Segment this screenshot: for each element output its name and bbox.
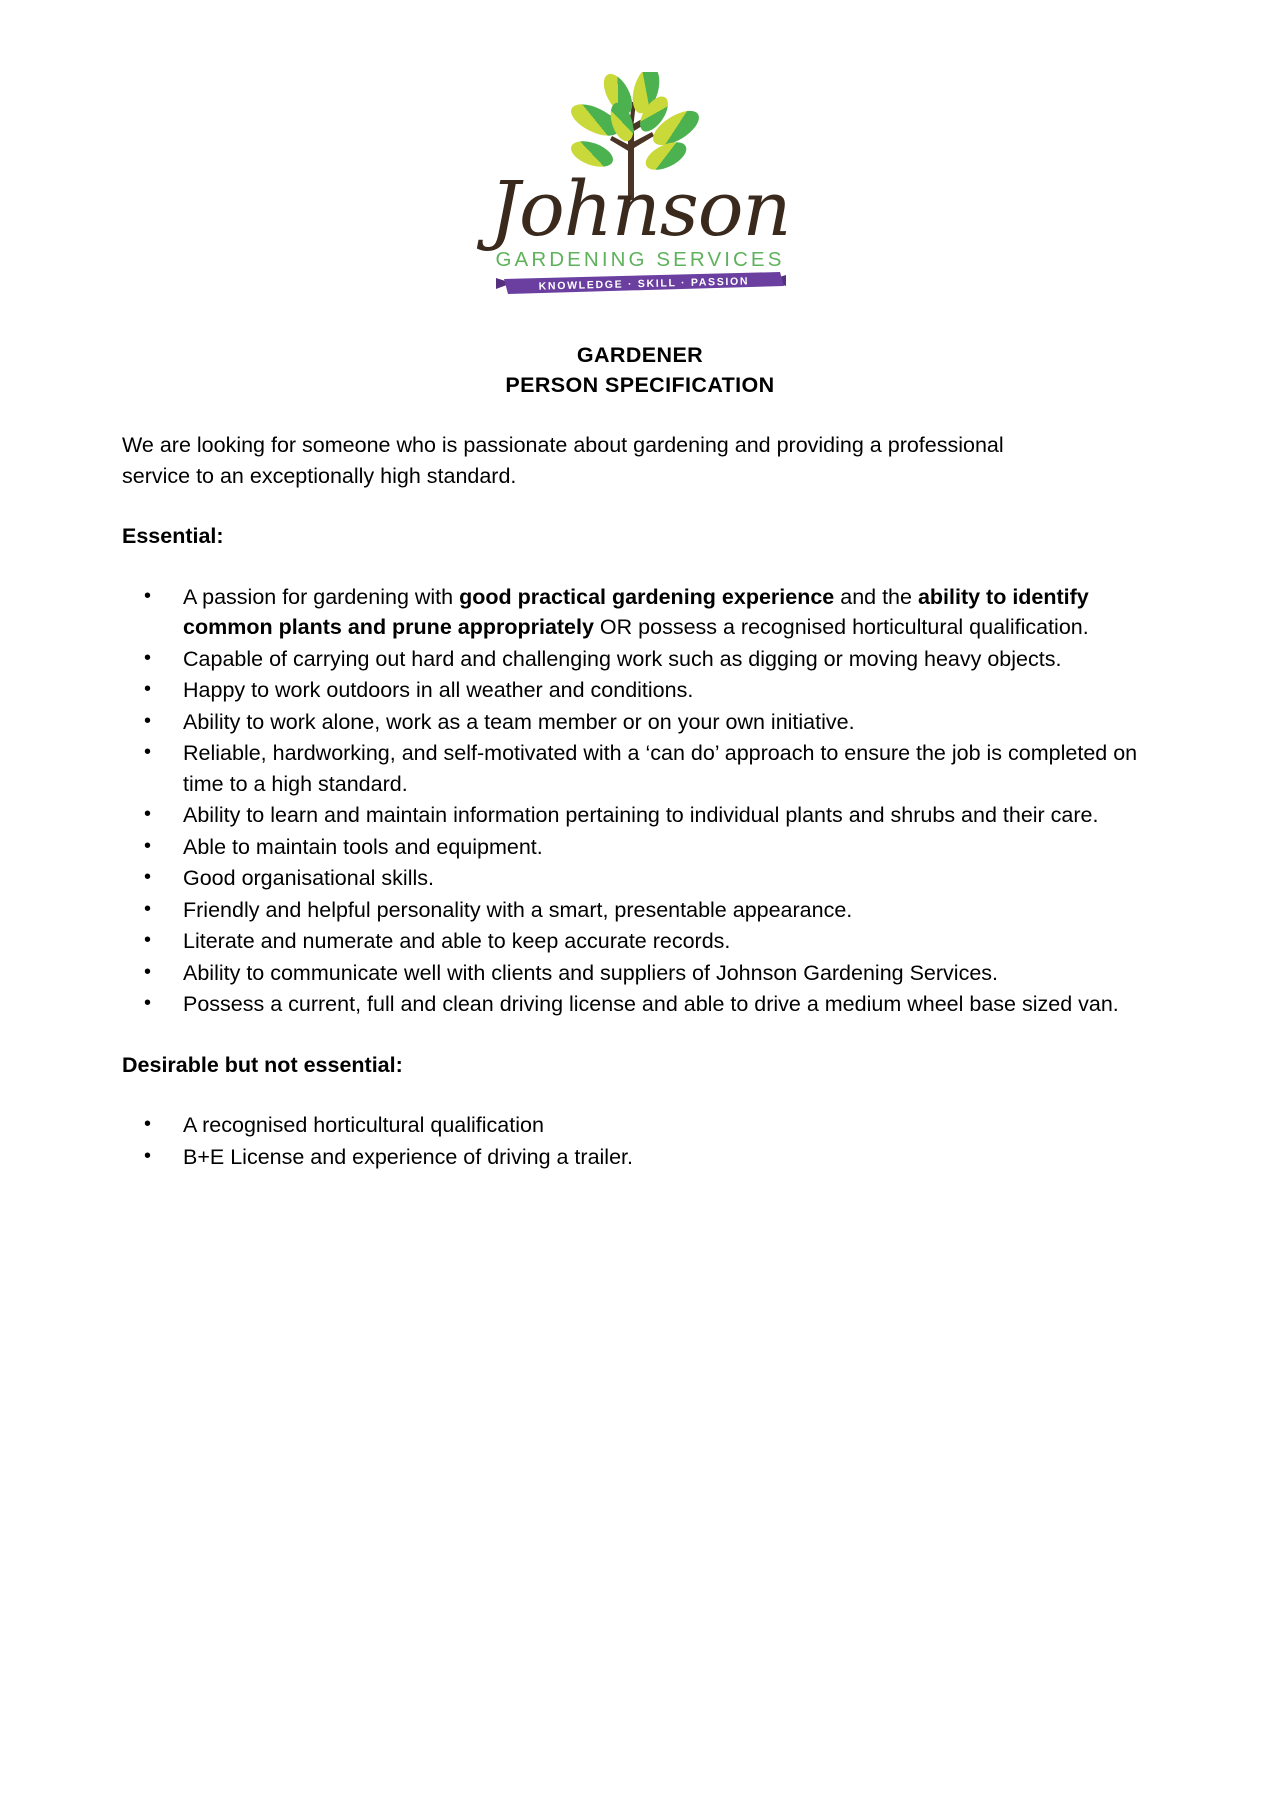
list-item [122, 989, 1170, 1020]
list-item [122, 707, 1170, 738]
list-item-text: Reliable, hardworking, and self-motivated with a ‘can do’ approach to ensure the job is completed on time to a high standard. [183, 741, 1138, 796]
list-item-text: B+E License and experience of driving a trailer. [183, 1144, 633, 1169]
list-item-text: and the [834, 584, 918, 609]
list-item-text: Friendly and helpful personality with a smart, presentable appearance. [183, 897, 853, 922]
list-item-text: Ability to communicate well with clients and suppliers of Johnson Gardening Services. [183, 960, 999, 985]
list-item [122, 738, 1170, 799]
essential-list [122, 582, 1170, 1020]
document-body [122, 430, 1170, 1173]
desirable-list [122, 1110, 1170, 1172]
list-item [122, 644, 1170, 675]
title-line-person-specification: PERSON SPECIFICATION [505, 373, 775, 397]
list-item [122, 1110, 1170, 1141]
emphasis-text: ability to identify common plants and prune appropriately [183, 584, 1089, 639]
list-item [122, 582, 1170, 643]
logo-banner [496, 272, 786, 298]
list-item [122, 863, 1170, 894]
desirable-heading: Desirable but not essential: [122, 1052, 403, 1077]
emphasis-text: good practical gardening experience [459, 584, 835, 609]
list-item [122, 1142, 1170, 1173]
list-item-text: Happy to work outdoors in all weather and conditions. [183, 678, 694, 702]
company-logo [0, 72, 1280, 300]
logo-banner-text: KNOWLEDGE · SKILL · PASSION [538, 275, 750, 293]
list-item-text: Good organisational skills. [183, 866, 434, 890]
logo-wordmark: Johnson [489, 164, 791, 253]
list-item-text: Ability to work alone, work as a team member or on your own initiative. [183, 709, 855, 734]
page-title [0, 340, 1280, 400]
list-item [122, 895, 1170, 926]
list-item-text: Capable of carrying out hard and challenging work such as digging or moving heavy objects. [183, 646, 1062, 671]
list-item-text: Ability to learn and maintain information pertaining to individual plants and shrubs and their care. [183, 803, 1099, 827]
list-item-text: A recognised horticultural qualification [183, 1113, 544, 1137]
list-item [122, 958, 1170, 989]
list-item-text: A passion for gardening with [183, 584, 460, 609]
list-item-text: Possess a current, full and clean driving license and able to drive a medium wheel base sized van. [183, 992, 1119, 1016]
list-item-text: Literate and numerate and able to keep accurate records. [183, 929, 731, 953]
list-item [122, 800, 1170, 831]
intro-paragraph: We are looking for someone who is passionate about gardening and providing a professional service to an exceptionally high standard. [122, 433, 1004, 488]
list-item-text: Able to maintain tools and equipment. [183, 834, 543, 859]
essential-heading: Essential: [122, 524, 224, 548]
list-item [122, 675, 1170, 706]
logo-subtitle: GARDENING SERVICES [495, 248, 785, 271]
list-item-text: OR possess a recognised horticultural qualification. [593, 615, 1089, 639]
list-item [122, 832, 1170, 863]
list-item [122, 926, 1170, 957]
title-line-gardener: GARDENER [576, 343, 704, 367]
